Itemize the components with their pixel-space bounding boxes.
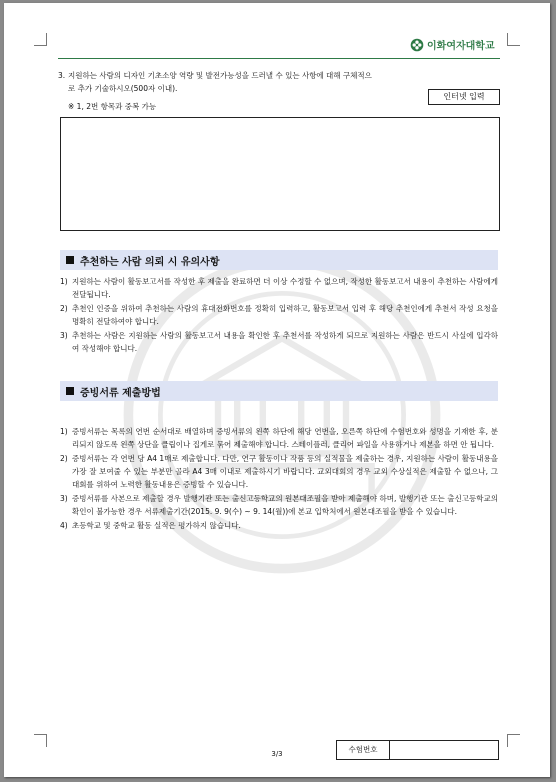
logo-text: 이화여자대학교 [427, 41, 495, 52]
recommender-notes-list [60, 275, 498, 356]
crop-mark [34, 734, 47, 747]
list-item: 3) 추천하는 사람은 지원하는 사람의 활동보고서 내용을 확인한 후 추천서를 작성하게 되므로 지원하는 사람은 반드시 사실에 입각하여 작성해야 합니다. [60, 331, 498, 353]
list-item: 4) 초등학교 및 중학교 활동 실적은 평가하지 않습니다. [60, 521, 241, 530]
question-note: ※ 1, 2번 항목과 중복 가능 [68, 102, 157, 111]
exam-number-field[interactable] [390, 741, 498, 759]
pear-blossom-logo-icon [410, 38, 424, 52]
square-bullet-icon [66, 256, 74, 264]
university-logo [410, 37, 495, 52]
question-number: 3. [58, 71, 66, 80]
documents-submission-list [60, 425, 498, 533]
exam-number-box [336, 740, 499, 760]
section-title: 추천하는 사람 의뢰 시 유의사항 [80, 256, 220, 268]
list-item: 1) 증빙서류는 목록의 연번 순서대로 배열하며 증빙서류의 왼쪽 하단에 해당 연번을, 오른쪽 하단에 수험번호와 성명을 기재한 후, 분리되지 않도록 왼쪽 상단을 클립이나 집게로 묶어 제출해야 합니다. 스테이플러, 클리어 파일을 사용하거나 제본을 하면 안 됩니다. [60, 427, 498, 449]
exam-number-label: 수험번호 [337, 741, 390, 759]
document-page [4, 3, 550, 777]
section-title: 증빙서류 제출방법 [80, 387, 161, 399]
question-text-line-1: 지원하는 사람의 디자인 기초소양 역량 및 발전가능성을 드러낼 수 있는 사항에 대해 구체적으 [68, 71, 372, 80]
section-heading-recommender [60, 250, 498, 270]
crop-mark [507, 734, 520, 747]
list-item: 3) 증빙서류를 사본으로 제출할 경우 발행기관 또는 출신고등학교의 원본대조필을 받아 제출해야 하며, 발행기관 또는 출신고등학교의 확인이 불가능한 경우 서류제출기간(2015. 9. 9(수) ~ 9. 14(월))에 본교 입학처에서 원본대조필을 받을 수 있습니다. [60, 494, 498, 516]
question-text-line-2: 로 추가 기술하시오(500자 이내). [68, 84, 178, 93]
section-heading-documents [60, 381, 498, 401]
internet-input-button[interactable]: 인터넷 입력 [428, 89, 500, 105]
list-item: 2) 증빙서류는 각 연번 당 A4 1매로 제출합니다. 다만, 연구 활동이나 작품 등의 실적물을 제출하는 경우, 지원하는 사람이 활동내용을 가장 잘 보여줄 수 있는 부분만 골라 A4 3매 이내로 제출하시기 바랍니다. 교외대회의 경우 교외 수상실적은 제출할 수 없으나, 그 대회를 위하여 노력한 활동내용은 증빙할 수 있습니다. [60, 454, 498, 489]
list-item: 1) 지원하는 사람이 활동보고서를 작성한 후 제출을 완료하면 더 이상 수정할 수 없으며, 작성한 활동보고서 내용이 추천하는 사람에게 전달됩니다. [60, 277, 498, 299]
square-bullet-icon [66, 387, 74, 395]
crop-mark [507, 33, 520, 46]
header-divider [58, 58, 500, 59]
answer-textbox[interactable] [60, 117, 500, 231]
crop-mark [34, 33, 47, 46]
page-number: 3/3 [271, 750, 283, 758]
list-item: 2) 추천인 인증을 위하여 추천하는 사람의 휴대전화번호를 정확히 입력하고, 활동보고서 입력 후 해당 추천인에게 추천서 작성 요청을 명확히 전달하여야 합니다. [60, 304, 498, 326]
